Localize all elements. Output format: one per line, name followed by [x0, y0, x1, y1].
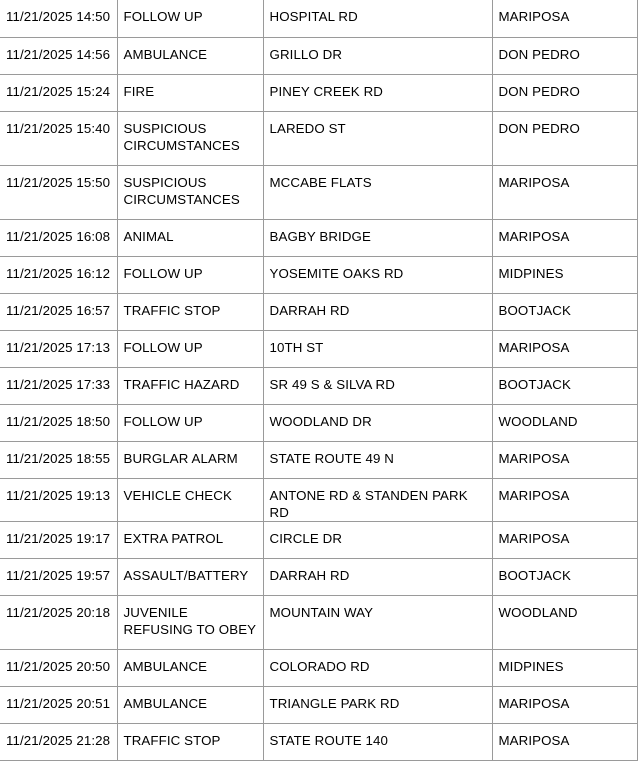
call-datetime-cell: 11/21/2025 21:28	[0, 723, 117, 760]
call-type-cell: FOLLOW UP	[117, 330, 263, 367]
table-row	[0, 595, 637, 649]
call-location-cell: ANTONE RD & STANDEN PARK RD	[263, 478, 492, 521]
call-type-cell: FOLLOW UP	[117, 256, 263, 293]
table-row	[0, 521, 637, 558]
table-row	[0, 293, 637, 330]
call-datetime-cell: 11/21/2025 20:18	[0, 595, 117, 649]
call-city-cell: MIDPINES	[492, 649, 637, 686]
call-datetime-cell: 11/21/2025 16:12	[0, 256, 117, 293]
call-type-cell: SUSPICIOUS CIRCUMSTANCES	[117, 111, 263, 165]
call-type-cell: TRAFFIC STOP	[117, 723, 263, 760]
call-location-cell: TRIANGLE PARK RD	[263, 686, 492, 723]
call-location-cell: STATE ROUTE 49 N	[263, 441, 492, 478]
call-city-cell: MARIPOSA	[492, 478, 637, 521]
table-row	[0, 478, 637, 521]
call-type-cell: JUVENILE REFUSING TO OBEY	[117, 595, 263, 649]
table-row	[0, 111, 637, 165]
table-row	[0, 0, 637, 37]
call-city-cell: MARIPOSA	[492, 723, 637, 760]
table-row	[0, 37, 637, 74]
call-location-cell: DARRAH RD	[263, 558, 492, 595]
call-city-cell: MARIPOSA	[492, 0, 637, 37]
call-datetime-cell: 11/21/2025 14:56	[0, 37, 117, 74]
call-location-cell: WOODLAND DR	[263, 404, 492, 441]
call-datetime-cell: 11/21/2025 20:50	[0, 649, 117, 686]
call-datetime-cell: 11/21/2025 15:40	[0, 111, 117, 165]
call-location-cell: LAREDO ST	[263, 111, 492, 165]
table-row	[0, 330, 637, 367]
call-location-cell: CIRCLE DR	[263, 521, 492, 558]
call-type-cell: BURGLAR ALARM	[117, 441, 263, 478]
table-row	[0, 404, 637, 441]
table-row	[0, 74, 637, 111]
call-type-cell: AMBULANCE	[117, 37, 263, 74]
call-type-cell: ANIMAL	[117, 219, 263, 256]
call-datetime-cell: 11/21/2025 20:51	[0, 686, 117, 723]
call-datetime-cell: 11/21/2025 19:57	[0, 558, 117, 595]
call-type-cell: FOLLOW UP	[117, 404, 263, 441]
call-location-cell: DARRAH RD	[263, 293, 492, 330]
table-row	[0, 558, 637, 595]
call-city-cell: BOOTJACK	[492, 293, 637, 330]
call-location-cell: YOSEMITE OAKS RD	[263, 256, 492, 293]
table-row	[0, 441, 637, 478]
call-type-cell: TRAFFIC STOP	[117, 293, 263, 330]
table-row	[0, 686, 637, 723]
call-city-cell: MARIPOSA	[492, 686, 637, 723]
call-city-cell: DON PEDRO	[492, 74, 637, 111]
call-type-cell: SUSPICIOUS CIRCUMSTANCES	[117, 165, 263, 219]
call-datetime-cell: 11/21/2025 14:50	[0, 0, 117, 37]
call-city-cell: MARIPOSA	[492, 521, 637, 558]
call-datetime-cell: 11/21/2025 19:13	[0, 478, 117, 521]
table-row	[0, 723, 637, 760]
call-city-cell: BOOTJACK	[492, 558, 637, 595]
call-location-cell: PINEY CREEK RD	[263, 74, 492, 111]
call-location-cell: SR 49 S & SILVA RD	[263, 367, 492, 404]
table-row	[0, 649, 637, 686]
call-city-cell: MARIPOSA	[492, 165, 637, 219]
call-type-cell: VEHICLE CHECK	[117, 478, 263, 521]
call-datetime-cell: 11/21/2025 18:50	[0, 404, 117, 441]
table-row	[0, 219, 637, 256]
table-row	[0, 165, 637, 219]
table-row	[0, 367, 637, 404]
call-type-cell: FIRE	[117, 74, 263, 111]
call-location-cell: MCCABE FLATS	[263, 165, 492, 219]
call-type-cell: TRAFFIC HAZARD	[117, 367, 263, 404]
call-type-cell: ASSAULT/BATTERY	[117, 558, 263, 595]
call-datetime-cell: 11/21/2025 17:33	[0, 367, 117, 404]
table-row	[0, 256, 637, 293]
call-datetime-cell: 11/21/2025 15:50	[0, 165, 117, 219]
call-city-cell: MARIPOSA	[492, 441, 637, 478]
call-datetime-cell: 11/21/2025 18:55	[0, 441, 117, 478]
call-datetime-cell: 11/21/2025 17:13	[0, 330, 117, 367]
call-location-cell: HOSPITAL RD	[263, 0, 492, 37]
call-location-cell: MOUNTAIN WAY	[263, 595, 492, 649]
call-city-cell: DON PEDRO	[492, 111, 637, 165]
call-datetime-cell: 11/21/2025 15:24	[0, 74, 117, 111]
call-type-cell: FOLLOW UP	[117, 0, 263, 37]
call-location-cell: GRILLO DR	[263, 37, 492, 74]
call-type-cell: AMBULANCE	[117, 686, 263, 723]
call-city-cell: WOODLAND	[492, 404, 637, 441]
call-location-cell: BAGBY BRIDGE	[263, 219, 492, 256]
call-datetime-cell: 11/21/2025 16:57	[0, 293, 117, 330]
call-city-cell: MARIPOSA	[492, 219, 637, 256]
call-type-cell: EXTRA PATROL	[117, 521, 263, 558]
call-datetime-cell: 11/21/2025 16:08	[0, 219, 117, 256]
call-location-cell: STATE ROUTE 140	[263, 723, 492, 760]
call-city-cell: MIDPINES	[492, 256, 637, 293]
call-location-cell: COLORADO RD	[263, 649, 492, 686]
call-city-cell: BOOTJACK	[492, 367, 637, 404]
call-city-cell: DON PEDRO	[492, 37, 637, 74]
call-type-cell: AMBULANCE	[117, 649, 263, 686]
call-city-cell: WOODLAND	[492, 595, 637, 649]
call-city-cell: MARIPOSA	[492, 330, 637, 367]
call-location-cell: 10TH ST	[263, 330, 492, 367]
call-datetime-cell: 11/21/2025 19:17	[0, 521, 117, 558]
